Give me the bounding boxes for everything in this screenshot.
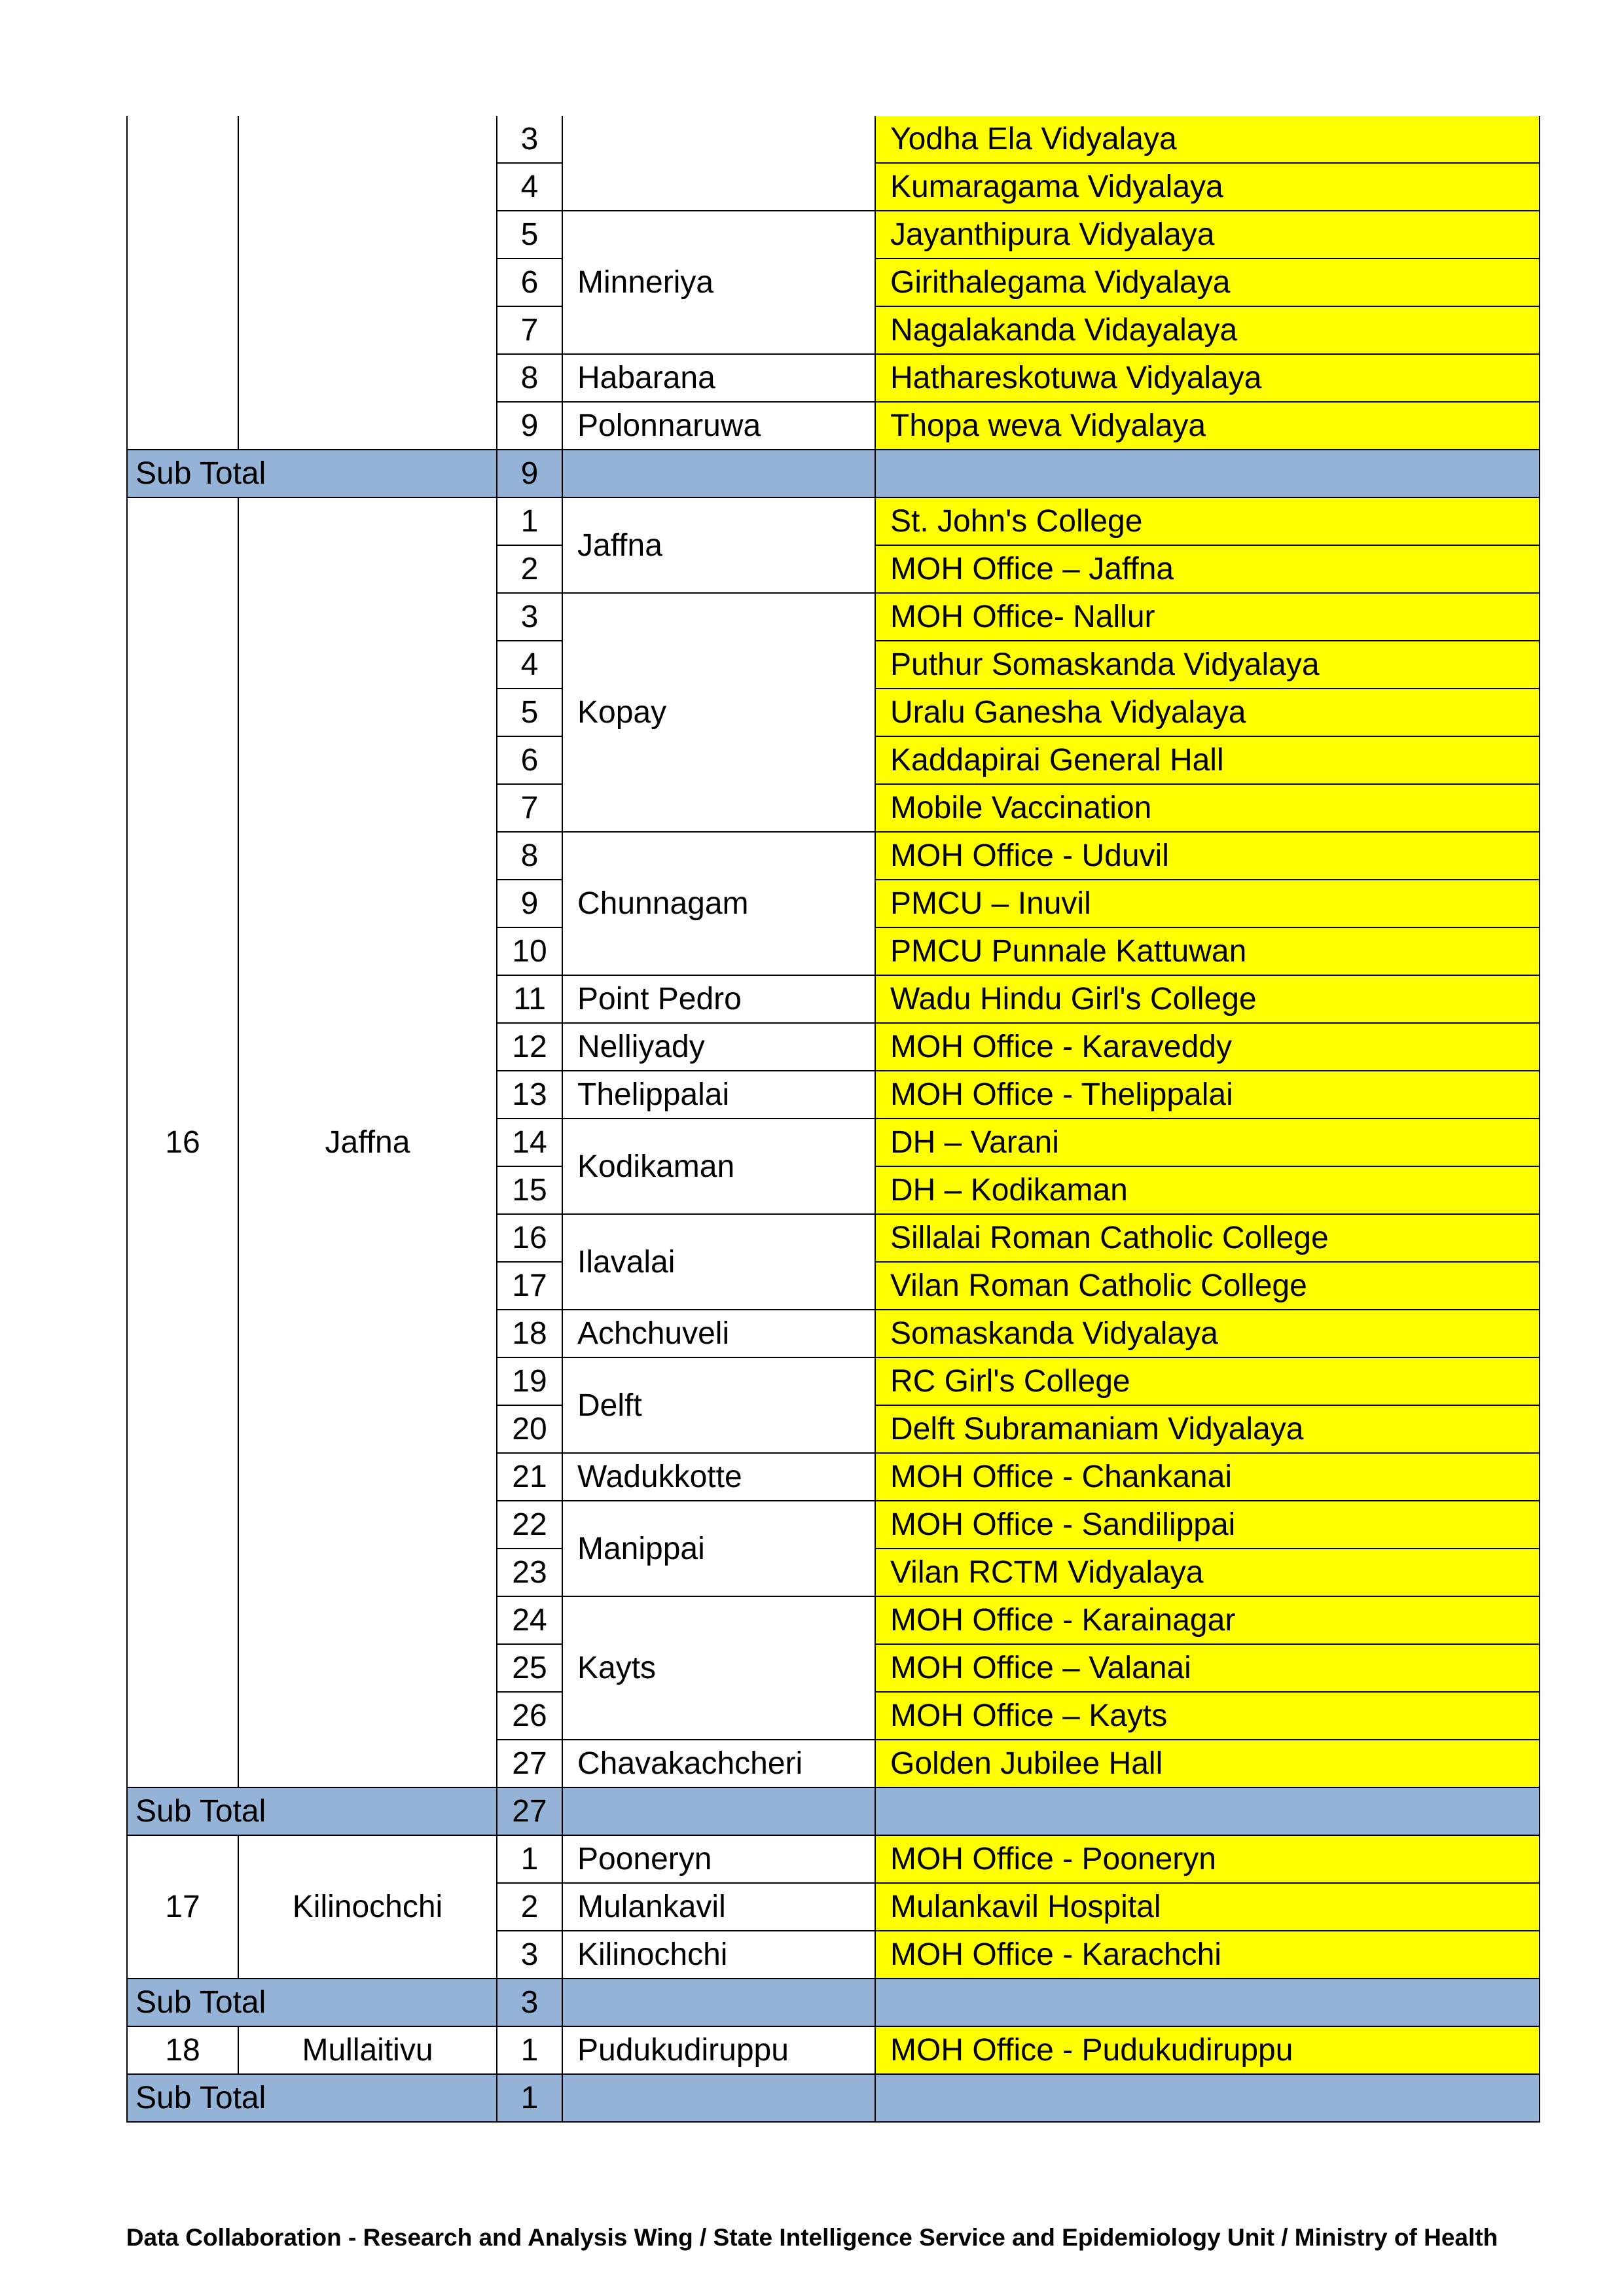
centre-number: 21 (497, 1453, 562, 1501)
vaccination-centre: RC Girl's College (875, 1357, 1540, 1405)
moh-area: Polonnaruwa (562, 402, 875, 450)
moh-area: Pudukudiruppu (562, 2026, 875, 2074)
vaccination-centre: MOH Office – Kayts (875, 1692, 1540, 1740)
vaccination-centre: Mobile Vaccination (875, 784, 1540, 832)
moh-area: Delft (562, 1357, 875, 1453)
centre-number: 26 (497, 1692, 562, 1740)
subtotal-label: Sub Total (127, 2074, 497, 2122)
subtotal-label: Sub Total (127, 1979, 497, 2026)
vaccination-centre: MOH Office - Pudukudiruppu (875, 2026, 1540, 2074)
vaccination-centres-table (126, 116, 1540, 2123)
centre-number: 6 (497, 736, 562, 784)
vaccination-centre: Golden Jubilee Hall (875, 1740, 1540, 1787)
subtotal-empty-cell (562, 2074, 875, 2122)
moh-area: Minneriya (562, 211, 875, 354)
centre-number: 9 (497, 880, 562, 927)
district-number: 17 (127, 1835, 238, 1979)
vaccination-centre: Delft Subramaniam Vidyalaya (875, 1405, 1540, 1453)
vaccination-centre: PMCU Punnale Kattuwan (875, 927, 1540, 975)
subtotal-row (127, 1979, 1540, 2026)
moh-area: Nelliyady (562, 1023, 875, 1071)
centre-number: 7 (497, 784, 562, 832)
table-row (127, 2026, 1540, 2074)
moh-area (562, 116, 875, 211)
centre-number: 2 (497, 545, 562, 593)
centre-number: 6 (497, 259, 562, 306)
vaccination-centre: MOH Office – Valanai (875, 1644, 1540, 1692)
moh-area: Kayts (562, 1596, 875, 1740)
vaccination-centre: Hathareskotuwa Vidyalaya (875, 354, 1540, 402)
vaccination-centre: Kaddapirai General Hall (875, 736, 1540, 784)
district-name: Mullaitivu (238, 2026, 497, 2074)
subtotal-empty-cell (562, 450, 875, 497)
vaccination-centre: Thopa weva Vidyalaya (875, 402, 1540, 450)
vaccination-centre: Sillalai Roman Catholic College (875, 1214, 1540, 1262)
subtotal-value: 3 (497, 1979, 562, 2026)
moh-area: Habarana (562, 354, 875, 402)
centre-number: 14 (497, 1119, 562, 1166)
subtotal-empty-cell (562, 1979, 875, 2026)
moh-area: Chunnagam (562, 832, 875, 975)
vaccination-centre: MOH Office - Karachchi (875, 1931, 1540, 1979)
moh-area: Kilinochchi (562, 1931, 875, 1979)
subtotal-row (127, 2074, 1540, 2122)
vaccination-centre: MOH Office - Chankanai (875, 1453, 1540, 1501)
moh-area: Mulankavil (562, 1883, 875, 1931)
centre-number: 22 (497, 1501, 562, 1549)
centre-number: 19 (497, 1357, 562, 1405)
vaccination-centre: Puthur Somaskanda Vidyalaya (875, 641, 1540, 689)
vaccination-centre: Vilan Roman Catholic College (875, 1262, 1540, 1310)
table-row (127, 1835, 1540, 1883)
moh-area: Thelippalai (562, 1071, 875, 1119)
centre-number: 17 (497, 1262, 562, 1310)
vaccination-centre: Vilan RCTM Vidyalaya (875, 1549, 1540, 1596)
subtotal-empty-cell (875, 1979, 1540, 2026)
subtotal-empty-cell (562, 1787, 875, 1835)
vaccination-centre: MOH Office - Karaveddy (875, 1023, 1540, 1071)
vaccination-centre: MOH Office - Karainagar (875, 1596, 1540, 1644)
centre-number: 25 (497, 1644, 562, 1692)
moh-area: Achchuveli (562, 1310, 875, 1357)
moh-area: Ilavalai (562, 1214, 875, 1310)
vaccination-centre: Jayanthipura Vidyalaya (875, 211, 1540, 259)
centre-number: 1 (497, 497, 562, 545)
centre-number: 24 (497, 1596, 562, 1644)
subtotal-value: 27 (497, 1787, 562, 1835)
centre-number: 5 (497, 211, 562, 259)
district-number: 18 (127, 2026, 238, 2074)
vaccination-centre: MOH Office – Jaffna (875, 545, 1540, 593)
centre-number: 27 (497, 1740, 562, 1787)
vaccination-centre: DH – Kodikaman (875, 1166, 1540, 1214)
centre-number: 3 (497, 593, 562, 641)
centre-number: 4 (497, 163, 562, 211)
district-name: Kilinochchi (238, 1835, 497, 1979)
moh-area: Point Pedro (562, 975, 875, 1023)
centre-number: 5 (497, 689, 562, 736)
vaccination-centre: Mulankavil Hospital (875, 1883, 1540, 1931)
moh-area: Wadukkotte (562, 1453, 875, 1501)
subtotal-value: 1 (497, 2074, 562, 2122)
subtotal-empty-cell (875, 2074, 1540, 2122)
moh-area: Manippai (562, 1501, 875, 1596)
subtotal-label: Sub Total (127, 450, 497, 497)
vaccination-centre: Nagalakanda Vidayalaya (875, 306, 1540, 354)
centre-number: 12 (497, 1023, 562, 1071)
vaccination-centre: PMCU – Inuvil (875, 880, 1540, 927)
table-row (127, 116, 1540, 163)
centre-number: 11 (497, 975, 562, 1023)
vaccination-centre: DH – Varani (875, 1119, 1540, 1166)
centre-number: 15 (497, 1166, 562, 1214)
centre-number: 1 (497, 1835, 562, 1883)
page-footer: Data Collaboration - Research and Analysis Wing / State Intelligence Service and Epidemiology Unit / Ministry of Health (126, 2224, 1498, 2251)
centre-number: 13 (497, 1071, 562, 1119)
centre-number: 16 (497, 1214, 562, 1262)
vaccination-centre: MOH Office- Nallur (875, 593, 1540, 641)
district-name (238, 116, 497, 450)
centre-number: 8 (497, 354, 562, 402)
vaccination-centre: Girithalegama Vidyalaya (875, 259, 1540, 306)
moh-area: Pooneryn (562, 1835, 875, 1883)
centre-number: 23 (497, 1549, 562, 1596)
subtotal-empty-cell (875, 1787, 1540, 1835)
vaccination-centre: MOH Office - Pooneryn (875, 1835, 1540, 1883)
vaccination-centre: Somaskanda Vidyalaya (875, 1310, 1540, 1357)
centre-number: 3 (497, 116, 562, 163)
centre-number: 18 (497, 1310, 562, 1357)
moh-area: Kodikaman (562, 1119, 875, 1214)
centre-number: 1 (497, 2026, 562, 2074)
subtotal-value: 9 (497, 450, 562, 497)
moh-area: Kopay (562, 593, 875, 832)
centre-number: 9 (497, 402, 562, 450)
centre-number: 4 (497, 641, 562, 689)
centre-number: 20 (497, 1405, 562, 1453)
vaccination-centre: Yodha Ela Vidyalaya (875, 116, 1540, 163)
vaccination-centre: Kumaragama Vidyalaya (875, 163, 1540, 211)
centre-number: 3 (497, 1931, 562, 1979)
centre-number: 7 (497, 306, 562, 354)
vaccination-centre: Wadu Hindu Girl's College (875, 975, 1540, 1023)
district-number (127, 116, 238, 450)
table-row (127, 497, 1540, 545)
moh-area: Chavakachcheri (562, 1740, 875, 1787)
subtotal-row (127, 1787, 1540, 1835)
vaccination-centre: Uralu Ganesha Vidyalaya (875, 689, 1540, 736)
subtotal-empty-cell (875, 450, 1540, 497)
vaccination-centre: MOH Office - Thelippalai (875, 1071, 1540, 1119)
centre-number: 8 (497, 832, 562, 880)
centre-number: 10 (497, 927, 562, 975)
centre-number: 2 (497, 1883, 562, 1931)
district-name: Jaffna (238, 497, 497, 1787)
vaccination-centre: MOH Office - Sandilippai (875, 1501, 1540, 1549)
district-number: 16 (127, 497, 238, 1787)
table-body (127, 116, 1540, 2122)
vaccination-centre: MOH Office - Uduvil (875, 832, 1540, 880)
vaccination-centre: St. John's College (875, 497, 1540, 545)
moh-area: Jaffna (562, 497, 875, 593)
subtotal-row (127, 450, 1540, 497)
subtotal-label: Sub Total (127, 1787, 497, 1835)
